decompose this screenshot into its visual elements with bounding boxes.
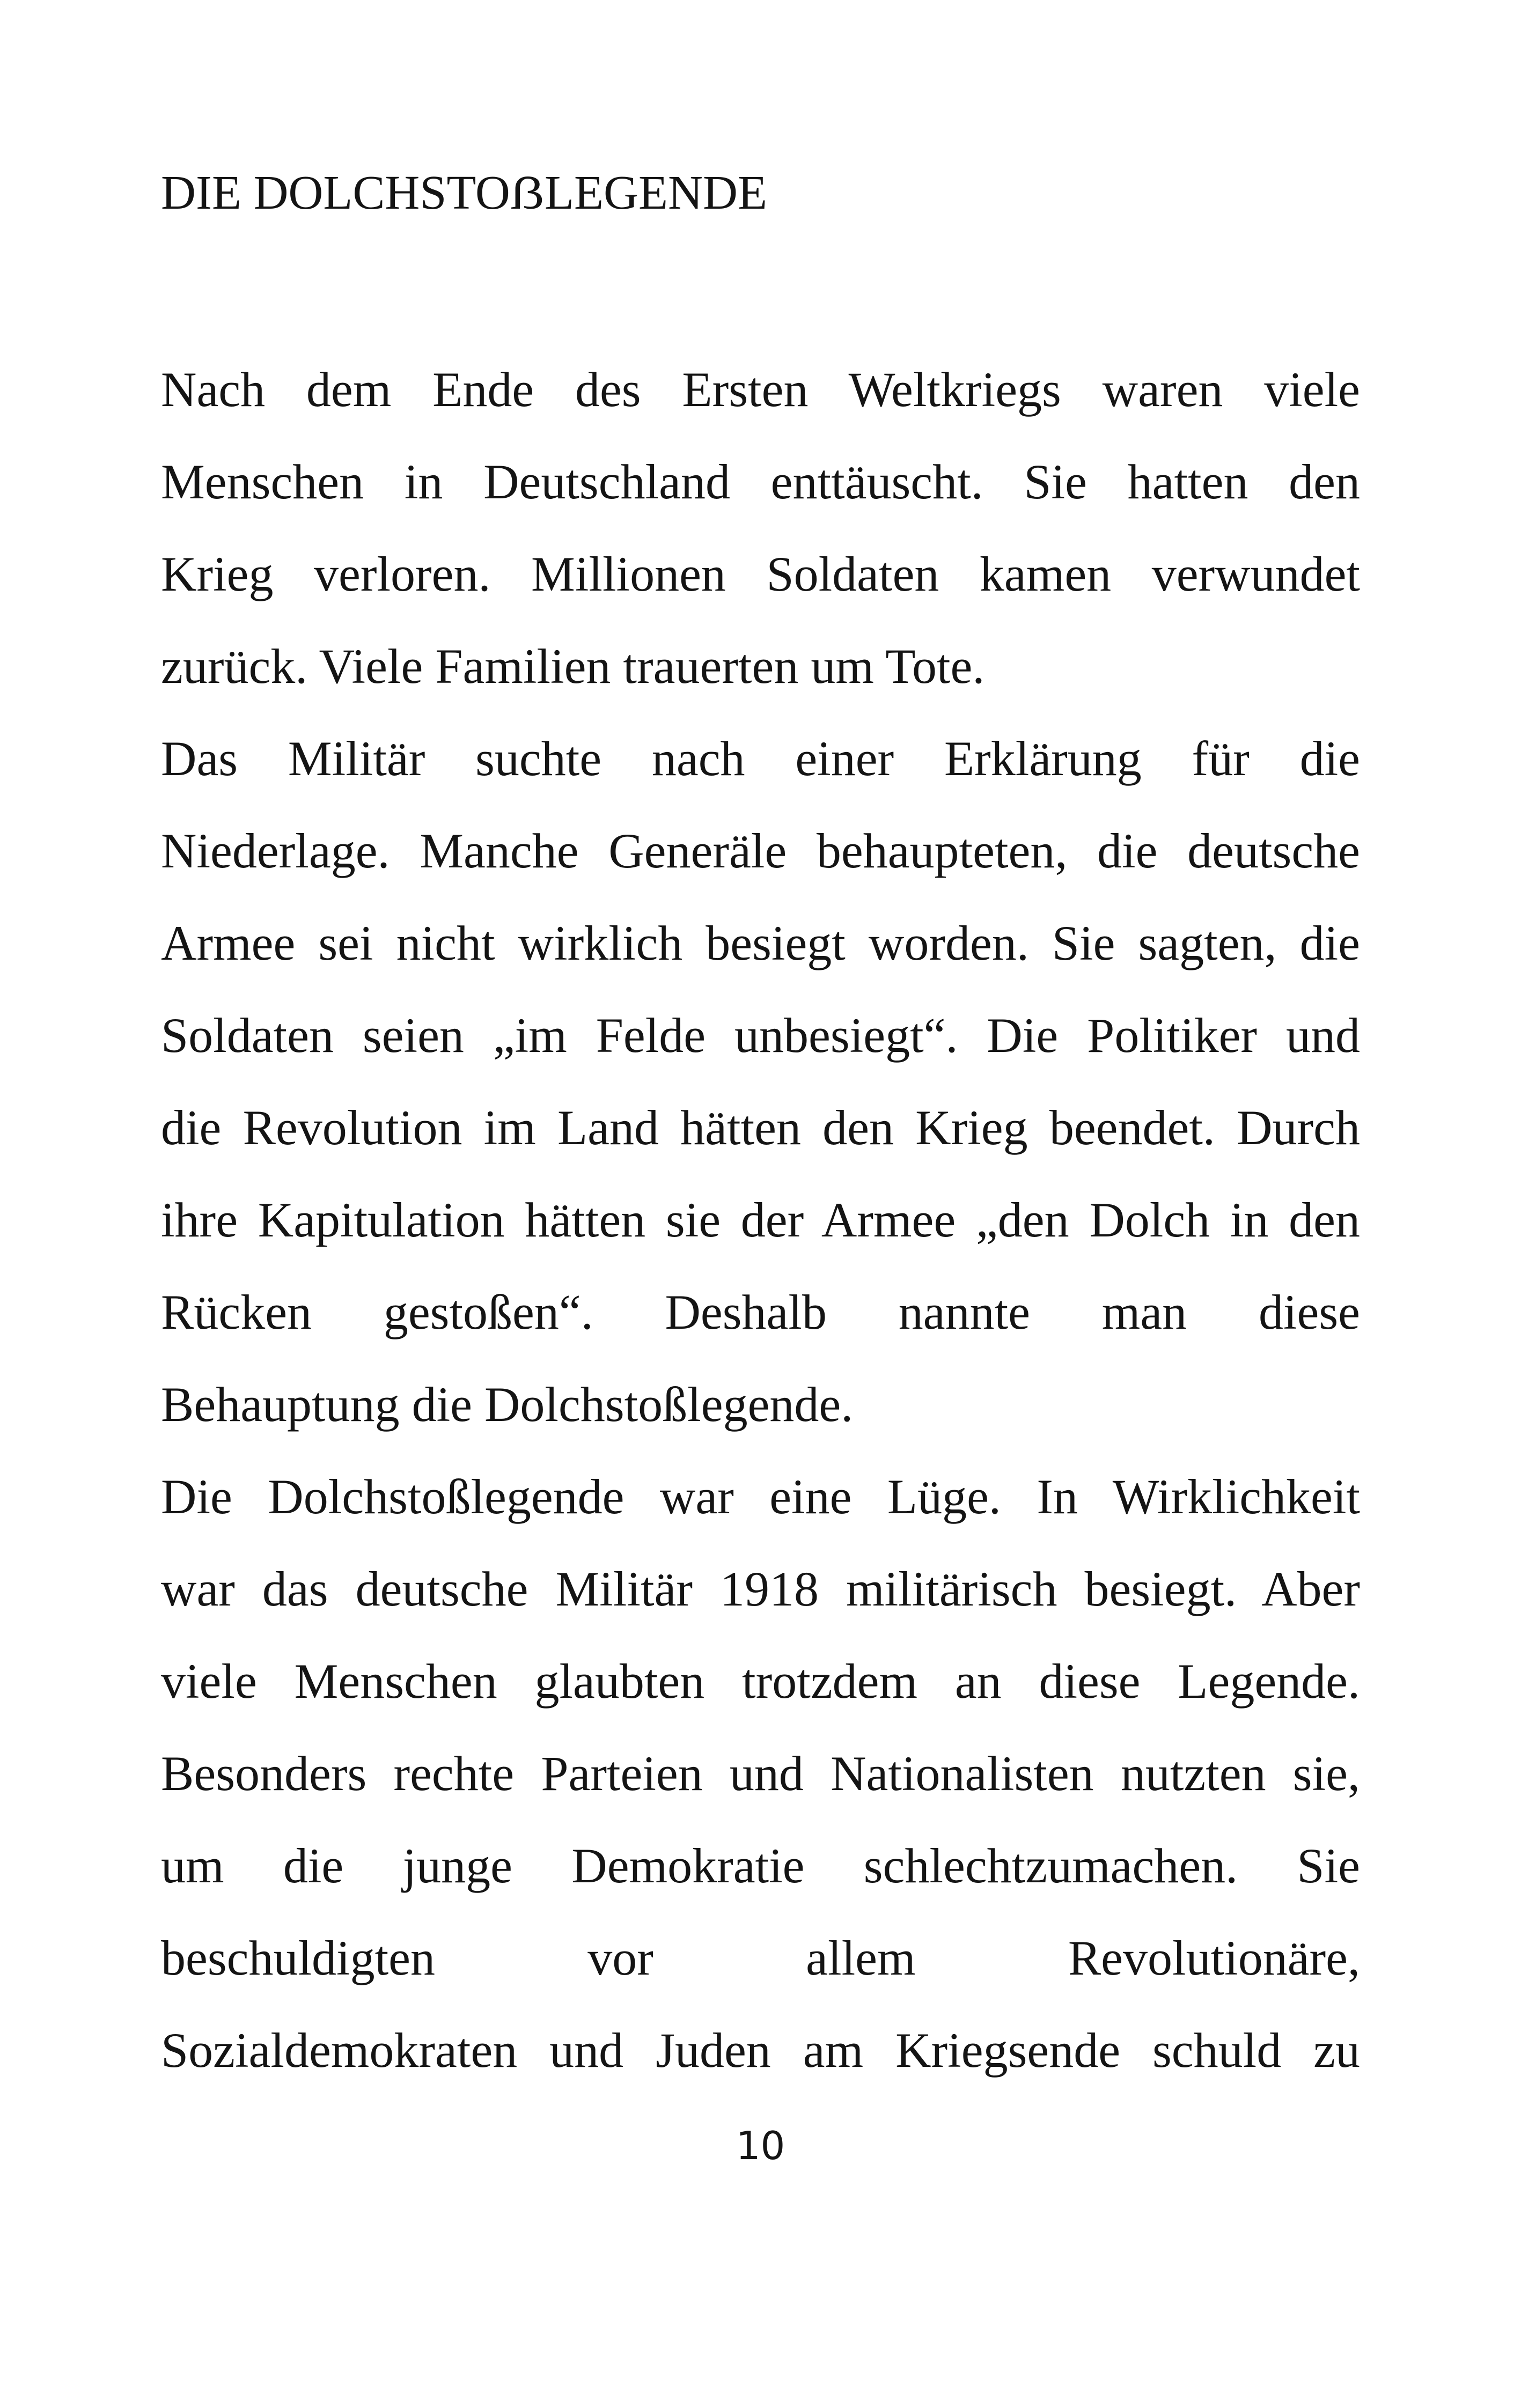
paragraph-1 [161,343,1360,712]
text-line: Niederlage. Manche Generäle behaupteten, die deutsche [161,823,1360,878]
paragraph-3 [161,1450,1360,2096]
text-line: viele Menschen glaubten trotzdem an diese Legende. [161,1654,1360,1709]
text-line: Krieg verloren. Millionen Soldaten kamen verwundet [161,547,1360,601]
text-line: Sozialdemokraten und Juden am Kriegsende schuld zu [161,2023,1360,2078]
paragraph-2 [161,712,1360,1450]
text-line: Besonders rechte Parteien und Nationalisten nutzten sie, [161,1746,1360,1801]
text-line: Das Militär suchte nach einer Erklärung für die [161,731,1360,786]
page-number: 10 [736,2123,785,2168]
text-line: Die Dolchstoßlegende war eine Lüge. In Wirklichkeit [161,1469,1360,1524]
text-line: zurück. Viele Familien trauerten um Tote. [161,639,985,694]
chapter-title: DIE DOLCHSTOẞLEGENDE [161,166,767,219]
text-line: Soldaten seien „im Felde unbesiegt“. Die Politiker und [161,1008,1360,1063]
text-line: um die junge Demokratie schlechtzumachen. Sie [161,1838,1360,1893]
body-text [161,343,1360,2096]
text-line: die Revolution im Land hätten den Krieg beendet. Durch [161,1100,1360,1155]
text-line: Menschen in Deutschland enttäuscht. Sie hatten den [161,454,1360,509]
text-line: beschuldigten vor allem Revolutionäre, [161,1931,1360,1985]
text-line: war das deutsche Militär 1918 militärisch besiegt. Aber [161,1562,1360,1616]
text-line: Armee sei nicht wirklich besiegt worden. Sie sagten, die [161,916,1360,970]
text-line: Rücken gestoßen“. Deshalb nannte man diese [161,1285,1360,1339]
text-line: ihre Kapitulation hätten sie der Armee „den Dolch in den [161,1192,1360,1247]
text-line: Behauptung die Dolchstoßlegende. [161,1377,854,1432]
text-line: Nach dem Ende des Ersten Weltkriegs waren viele [161,362,1360,417]
